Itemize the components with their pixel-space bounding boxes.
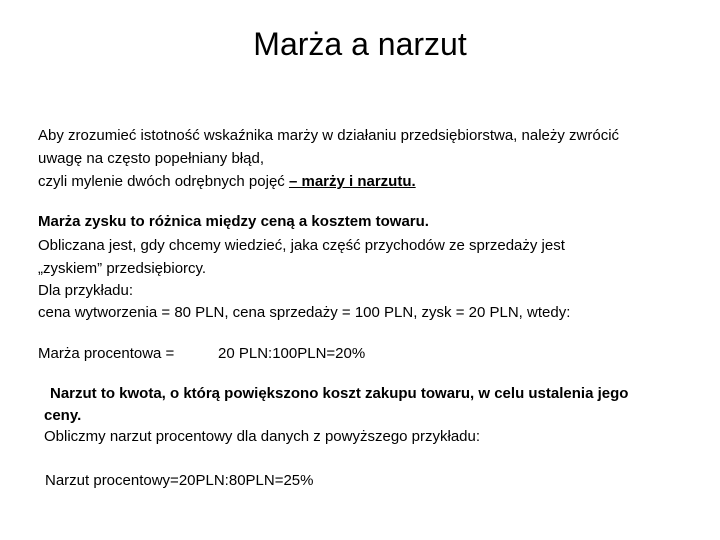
intro-line-3: [38, 172, 416, 192]
intro-line-1: Aby zrozumieć istotność wskaźnika marży w działaniu przedsiębiorstwa, należy zwrócić: [38, 127, 620, 144]
page-title: Marża a narzut: [253, 26, 467, 62]
margin-definition: Marża zysku to różnica między ceną a kosztem towaru.: [38, 213, 429, 230]
margin-description-2: „zyskiem” przedsiębiorcy.: [38, 260, 207, 277]
example-values: cena wytworzenia = 80 PLN, cena sprzedaży = 100 PLN, zysk = 20 PLN, wtedy:: [38, 304, 571, 321]
intro-line-3-text: czyli mylenie dwóch odrębnych pojęć: [38, 173, 289, 190]
margin-formula-value: 20 PLN:100PLN=20%: [218, 345, 366, 362]
markup-formula: Narzut procentowy=20PLN:80PLN=25%: [45, 472, 314, 489]
intro-line-2: uwagę na często popełniany błąd,: [38, 150, 264, 167]
margin-description-1: Obliczana jest, gdy chcemy wiedzieć, jaka część przychodów ze sprzedaży jest: [38, 237, 565, 254]
intro-emphasis: – marży i narzutu.: [288, 173, 416, 190]
example-label: Dla przykładu:: [38, 282, 134, 299]
margin-formula-label: Marża procentowa =: [38, 345, 175, 362]
markup-calc-intro: Obliczmy narzut procentowy dla danych z powyższego przykładu:: [44, 428, 481, 445]
markup-definition-2: ceny.: [44, 407, 82, 424]
markup-definition-1: Narzut to kwota, o którą powiększono koszt zakupu towaru, w celu ustalenia jego: [50, 385, 629, 402]
